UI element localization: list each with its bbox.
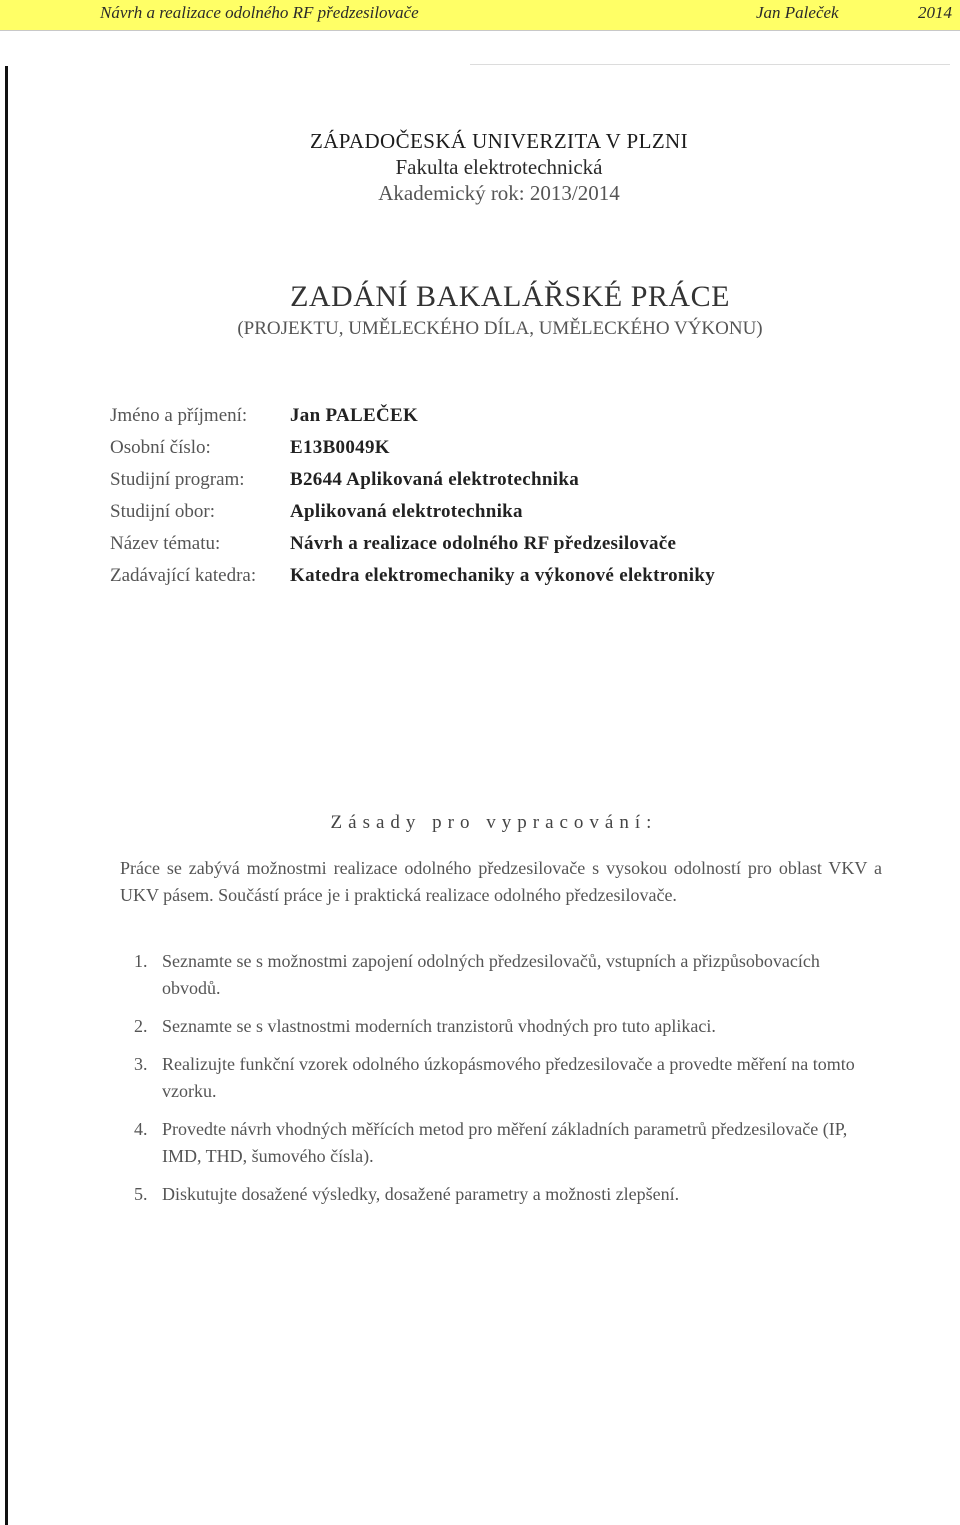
task-text: Diskutujte dosažené výsledky, dosažené parametry a možnosti zlepšení. (162, 1184, 680, 1204)
info-value: Aplikovaná elektrotechnika (290, 501, 523, 522)
list-item (120, 1051, 882, 1105)
scan-top-rule (470, 64, 950, 65)
info-value: Katedra elektromechaniky a výkonové elektroniky (290, 565, 716, 586)
info-label: Osobní číslo: (110, 437, 211, 458)
info-label: Studijní program: (110, 469, 245, 490)
academic-year: Akademický rok: 2013/2014 (378, 181, 620, 205)
running-header (0, 0, 960, 31)
info-value: Jan PALEČEK (290, 405, 419, 426)
assignment-title: ZADÁNÍ BAKALÁŘSKÉ PRÁCE (290, 280, 730, 313)
principles-intro: Práce se zabývá možnostmi realizace odolného předzesilovače s vysokou odolností pro oblast VKV a UKV pásem. Součástí práce je i praktická realizace odolného předzesilovače. (120, 858, 882, 905)
task-number: 4. (134, 1119, 148, 1139)
info-row-name (110, 400, 870, 432)
info-label: Zadávající katedra: (110, 565, 257, 586)
task-number: 1. (134, 951, 148, 971)
info-value: Návrh a realizace odolného RF předzesilovače (290, 533, 677, 554)
task-number: 2. (134, 1016, 148, 1036)
info-row-department (110, 560, 870, 592)
faculty-name: Fakulta elektrotechnická (395, 155, 603, 179)
info-label: Jméno a příjmení: (110, 405, 248, 426)
running-header-year: 2014 (918, 3, 952, 22)
running-header-title: Návrh a realizace odolného RF předzesilovače (100, 3, 419, 22)
running-header-author: Jan Paleček (756, 3, 839, 22)
assignment-subtitle: (PROJEKTU, UMĚLECKÉHO DÍLA, UMĚLECKÉHO VÝKONU) (237, 318, 763, 339)
task-number: 3. (134, 1054, 148, 1074)
info-row-personal-number (110, 432, 870, 464)
principles-heading: Zásady pro vypracování: (330, 812, 658, 833)
list-item (120, 1181, 882, 1208)
info-row-study-program (110, 464, 870, 496)
info-value: B2644 Aplikovaná elektrotechnika (290, 469, 580, 490)
info-label: Studijní obor: (110, 501, 216, 522)
info-row-study-field (110, 496, 870, 528)
task-number: 5. (134, 1184, 148, 1204)
task-text: Realizujte funkční vzorek odolného úzkopásmového předzesilovače a provedte měření na tomto vzorku. (162, 1054, 855, 1101)
university-name: ZÁPADOČESKÁ UNIVERZITA V PLZNI (309, 129, 689, 153)
info-label: Název tématu: (110, 533, 221, 554)
student-info-table (110, 400, 870, 592)
task-text: Seznamte se s možnostmi zapojení odolných předzesilovačů, vstupních a přizpůsobovacích obvodů. (162, 951, 820, 998)
list-item (120, 1116, 882, 1170)
info-row-topic (110, 528, 870, 560)
list-item (120, 1013, 882, 1040)
task-text: Seznamte se s vlastnostmi moderních tranzistorů vhodných pro tuto aplikaci. (162, 1016, 716, 1036)
task-list (120, 948, 882, 1219)
task-text: Provedte návrh vhodných měřících metod pro měření základních parametrů předzesilovače (IP, IMD, THD, šumového čísla). (162, 1119, 848, 1166)
info-value: E13B0049K (290, 437, 390, 458)
university-block (0, 128, 960, 206)
list-item (120, 948, 882, 1002)
